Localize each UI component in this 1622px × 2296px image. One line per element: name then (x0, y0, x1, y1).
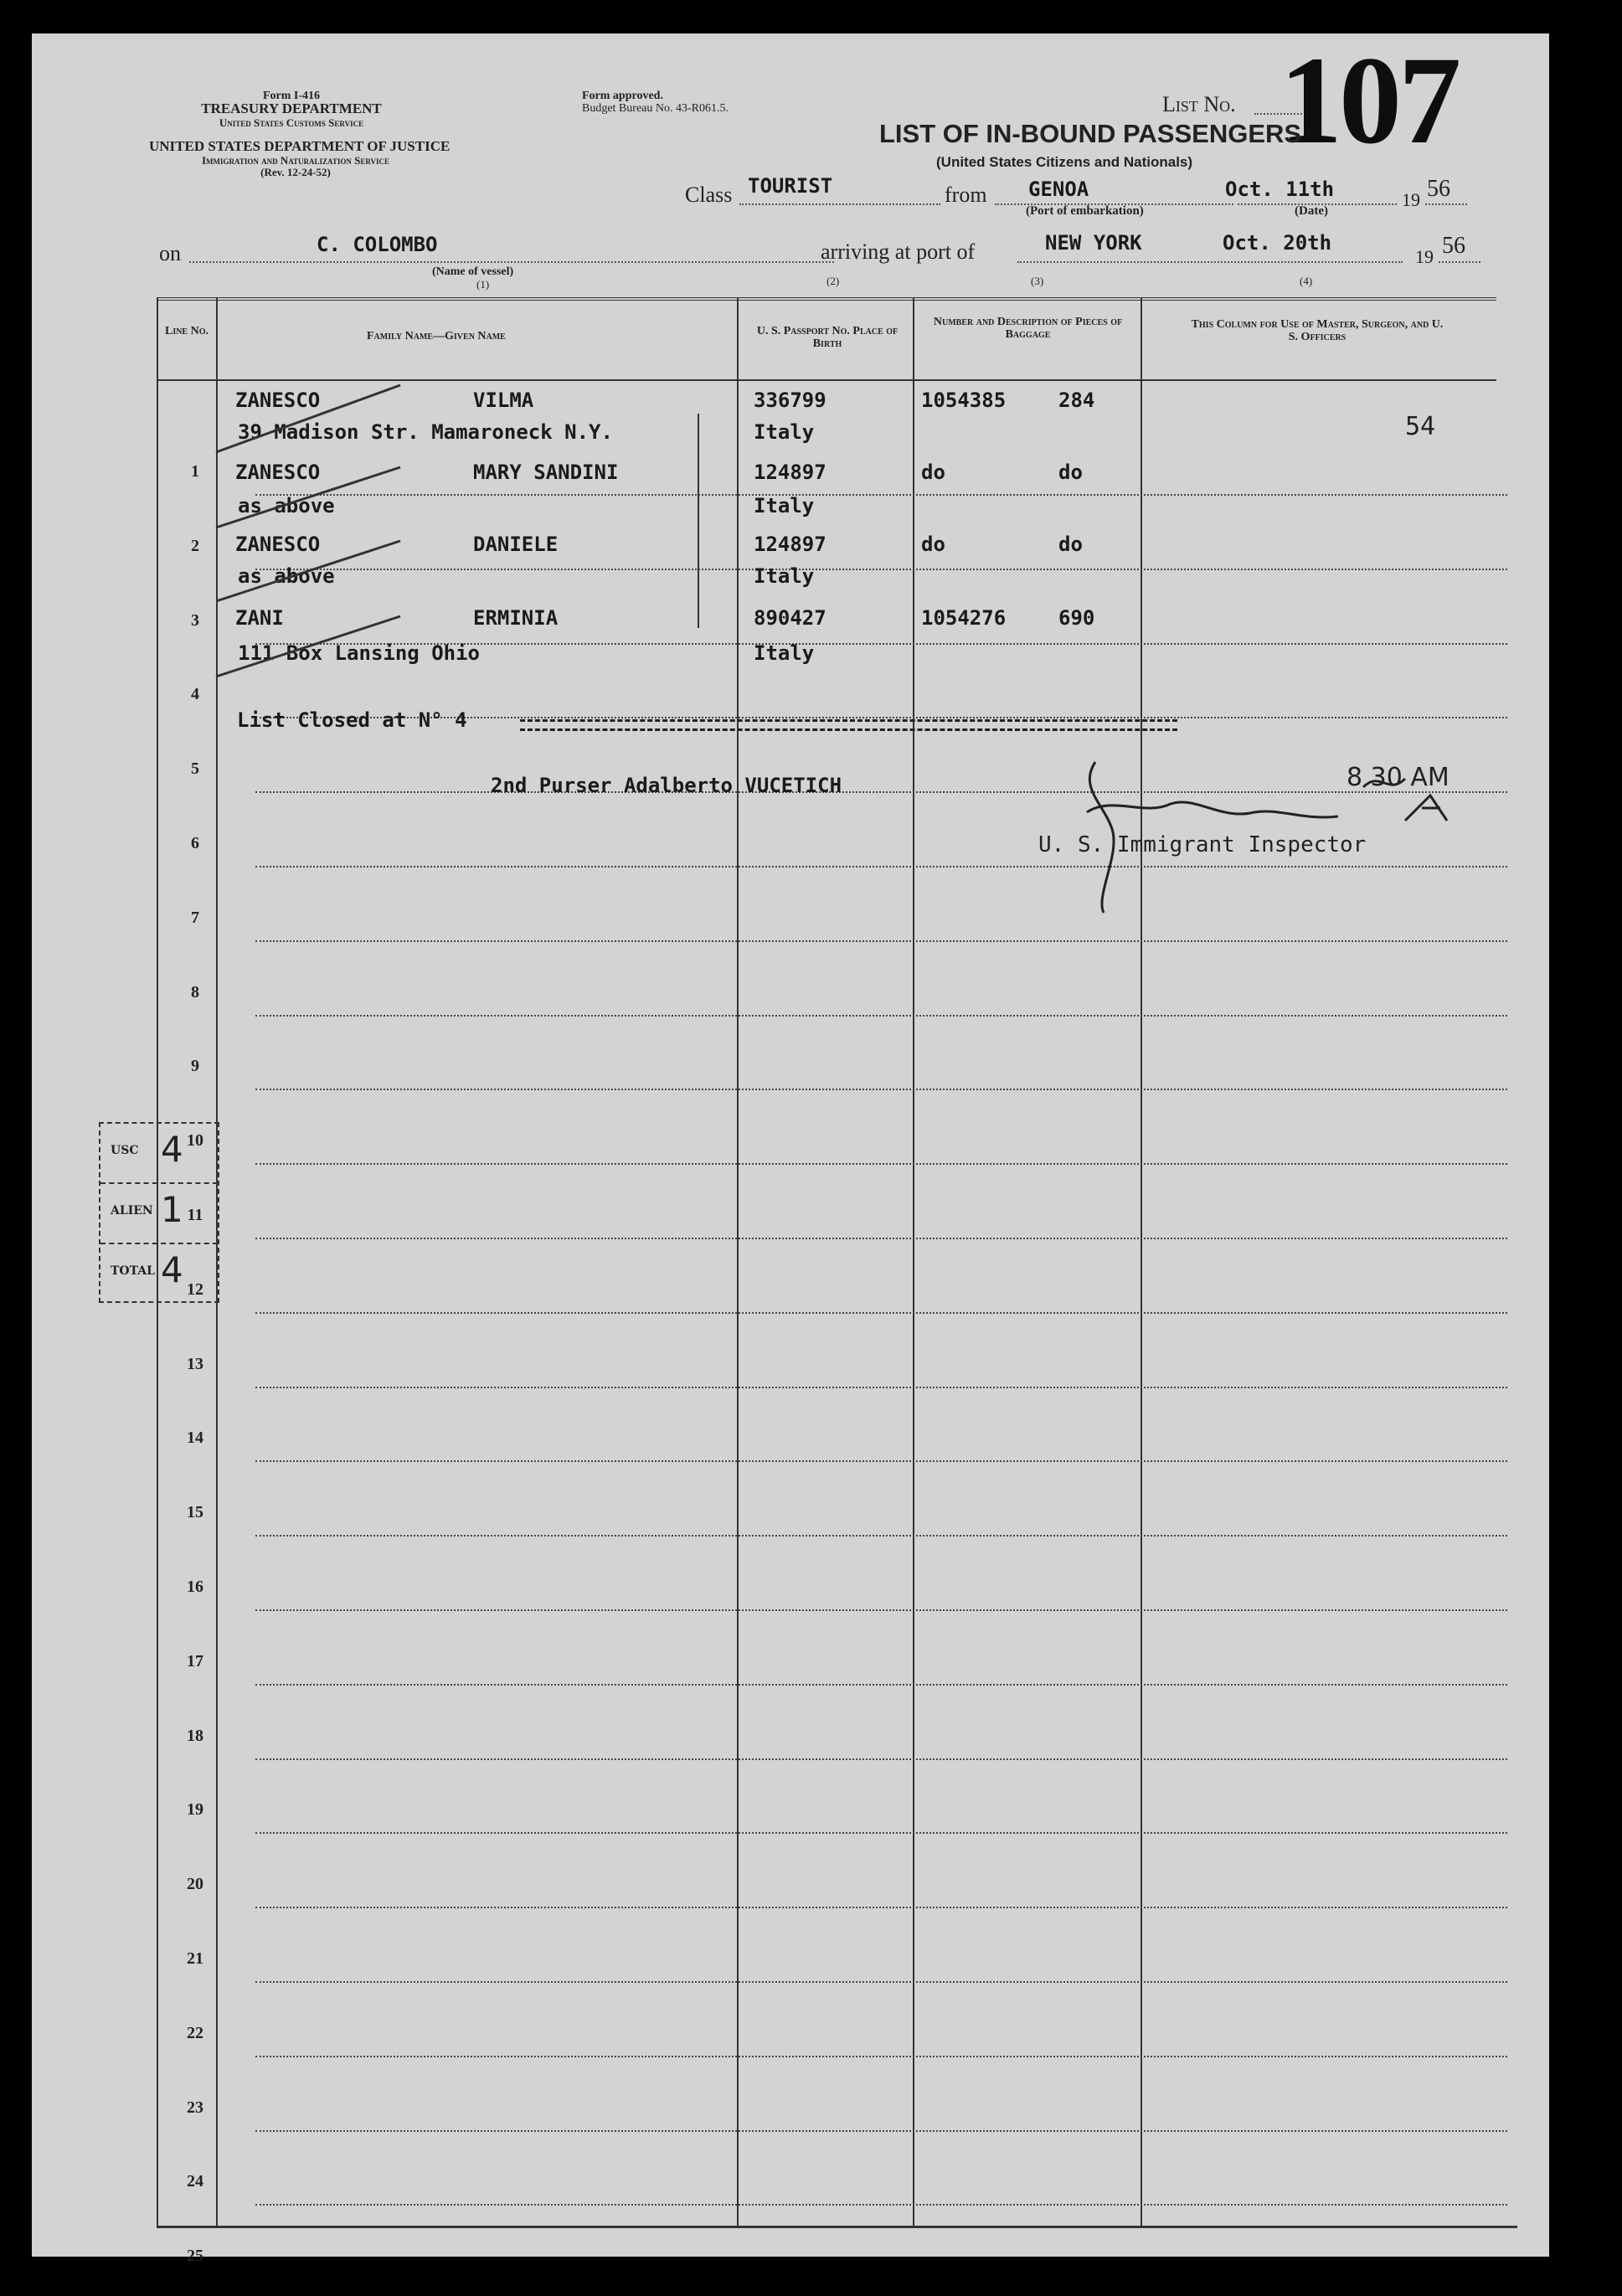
row-separator (255, 2056, 1507, 2057)
row-separator (255, 1163, 1507, 1165)
given-name: DANIELE (473, 533, 559, 556)
list-number: 107 (1280, 31, 1458, 170)
tally-label: USC (111, 1144, 139, 1157)
line-number: 2 (191, 536, 199, 555)
tally-row (100, 1244, 218, 1303)
vessel-caption: (Name of vessel) (432, 265, 514, 278)
baggage-no: 1054276 (921, 606, 1007, 630)
line-number: 23 (187, 2098, 203, 2117)
col-border-name (737, 297, 739, 2226)
margin-count: 54 (1405, 412, 1436, 441)
form-subtitle: (United States Citizens and Nationals) (936, 154, 1193, 170)
tally-value: 4 (161, 1249, 183, 1290)
tally-row (100, 1124, 218, 1184)
year-prefix-2: 19 (1415, 246, 1434, 267)
arrival-num: (2) (826, 275, 840, 287)
line-number: 20 (187, 1875, 203, 1894)
line-number: 11 (187, 1206, 203, 1224)
row-separator (255, 1609, 1507, 1611)
baggage-count: do (1058, 461, 1083, 484)
baggage-count: 690 (1058, 606, 1095, 630)
from-value: GENOA (1028, 178, 1089, 201)
purser-name: 2nd Purser Adalberto VUCETICH (491, 774, 842, 797)
depart-date: Oct. 11th (1225, 178, 1335, 201)
col-border-baggage (1141, 297, 1142, 2226)
customs-service: United States Customs Service (219, 116, 364, 129)
check-marks (191, 368, 442, 720)
address: as above (238, 494, 335, 517)
passport-no: 124897 (754, 461, 826, 484)
family-name: ZANI (235, 606, 284, 630)
line-number: 17 (187, 1651, 203, 1671)
passport-no: 124897 (754, 533, 826, 556)
row-separator (255, 1535, 1507, 1537)
family-name: ZANESCO (235, 389, 321, 412)
line-number: 6 (191, 834, 199, 852)
baggage-count: do (1058, 533, 1083, 556)
form-number: Form I-416 (262, 90, 321, 102)
line-number: 5 (191, 759, 199, 779)
list-no-label: List No. (1162, 92, 1236, 116)
line-number: 22 (187, 2023, 203, 2042)
family-bracket (698, 414, 699, 628)
col-header-line: Line No. (164, 325, 209, 337)
date-num: (4) (1300, 275, 1313, 287)
port-caption: (Port of embarkation) (1026, 204, 1144, 218)
address: 39 Madison Str. Mamaroneck N.Y. (238, 420, 613, 444)
given-name: ERMINIA (473, 606, 559, 630)
row-separator (255, 1238, 1507, 1239)
row-separator (255, 1387, 1507, 1388)
line-number: 13 (187, 1354, 203, 1373)
justice-dept: UNITED STATES DEPARTMENT OF JUSTICE (149, 138, 451, 154)
tally-stamp (99, 1122, 219, 1303)
birthplace: Italy (754, 641, 815, 665)
form-title: LIST OF IN-BOUND PASSENGERS (879, 119, 1302, 148)
baggage-count: 284 (1058, 389, 1095, 412)
treasury-dept: TREASURY DEPARTMENT (201, 100, 382, 116)
class-label: Class (685, 183, 733, 207)
year-prefix-1: 19 (1402, 189, 1420, 210)
arriving-label: arriving at port of (821, 239, 976, 264)
address: as above (238, 564, 335, 588)
port-num: (3) (1031, 275, 1044, 287)
row-separator (255, 2204, 1507, 2206)
closing-rule (520, 719, 1177, 731)
vessel-num: (1) (476, 278, 490, 291)
table-top-border (157, 297, 1496, 301)
line-number: 14 (187, 1429, 203, 1448)
line-number: 7 (191, 908, 199, 927)
on-label: on (159, 241, 181, 265)
row-separator (255, 2130, 1507, 2132)
baggage-no: do (921, 461, 945, 484)
row-separator (255, 1981, 1507, 1983)
tally-label: ALIEN (111, 1204, 153, 1217)
col-header-officers: This Column for Use of Master, Surgeon, and U. S. Officers (1191, 318, 1444, 343)
arrival-port: NEW YORK (1045, 231, 1142, 255)
inspector-label: U. S. Immigrant Inspector (1038, 832, 1367, 857)
address: 111 Box Lansing Ohio (238, 641, 480, 665)
col-header-passport: U. S. Passport No. Place of Birth (756, 325, 899, 350)
date-caption: (Date) (1295, 204, 1328, 218)
list-closed-note: List Closed at N° 4 (237, 708, 467, 732)
table-bottom-border (157, 2226, 1517, 2228)
depart-year: 56 (1427, 176, 1450, 202)
birthplace: Italy (754, 564, 815, 588)
manifest-page (32, 31, 1549, 2266)
baggage-no: do (921, 533, 945, 556)
line-number: 10 (187, 1131, 203, 1151)
col-header-baggage: Number and Description of Pieces of Baggage (933, 316, 1123, 341)
from-label: from (945, 183, 987, 207)
line-number: 4 (191, 685, 199, 704)
row-separator (255, 1089, 1507, 1090)
tally-value: 4 (161, 1129, 183, 1170)
line-number: 21 (187, 1949, 203, 1968)
tally-row (100, 1184, 218, 1244)
line-number: 9 (191, 1057, 199, 1076)
birthplace: Italy (754, 420, 815, 444)
line-number: 25 (187, 2247, 203, 2266)
line-number: 15 (187, 1503, 203, 1522)
birthplace: Italy (754, 494, 815, 517)
vessel-name: C. COLOMBO (317, 233, 438, 256)
passport-no: 890427 (754, 606, 826, 630)
line-number: 3 (191, 610, 199, 630)
row-separator (255, 1832, 1507, 1834)
row-separator (255, 569, 1507, 570)
budget-bureau: Budget Bureau No. 43-R061.5. (582, 102, 729, 115)
line-number: 16 (187, 1578, 203, 1596)
row-separator (255, 1758, 1507, 1760)
line-number: 19 (187, 1800, 203, 1820)
row-separator (255, 1312, 1507, 1314)
given-name: MARY SANDINI (473, 461, 619, 484)
line-number: 24 (187, 2172, 203, 2191)
row-separator (255, 494, 1507, 496)
given-name: VILMA (473, 389, 534, 412)
tally-value: 1 (161, 1189, 183, 1230)
row-separator (255, 1015, 1507, 1017)
form-approved: Form approved. (582, 90, 663, 102)
line-number: 8 (191, 982, 199, 1001)
inspector-date-text: 8 30 AM (1347, 763, 1450, 792)
baggage-no: 1054385 (921, 389, 1007, 412)
col-header-name: Family Name—Given Name (367, 330, 506, 342)
arrival-date: Oct. 20th (1223, 231, 1332, 255)
row-separator (255, 1907, 1507, 1908)
tally-label: TOTAL (111, 1264, 155, 1278)
family-name: ZANESCO (235, 461, 321, 484)
immigration-service: Immigration and Naturalization Service (201, 154, 390, 167)
row-separator (255, 1684, 1507, 1686)
arrival-year: 56 (1442, 233, 1465, 259)
row-separator (255, 1460, 1507, 1462)
line-number: 18 (187, 1726, 203, 1745)
revision: (Rev. 12-24-52) (260, 166, 331, 178)
col-border-passport (913, 297, 914, 2226)
family-name: ZANESCO (235, 533, 321, 556)
line-number: 1 (191, 462, 199, 481)
class-value: TOURIST (748, 174, 833, 198)
line-number: 12 (187, 1279, 203, 1299)
passport-no: 336799 (754, 389, 826, 412)
